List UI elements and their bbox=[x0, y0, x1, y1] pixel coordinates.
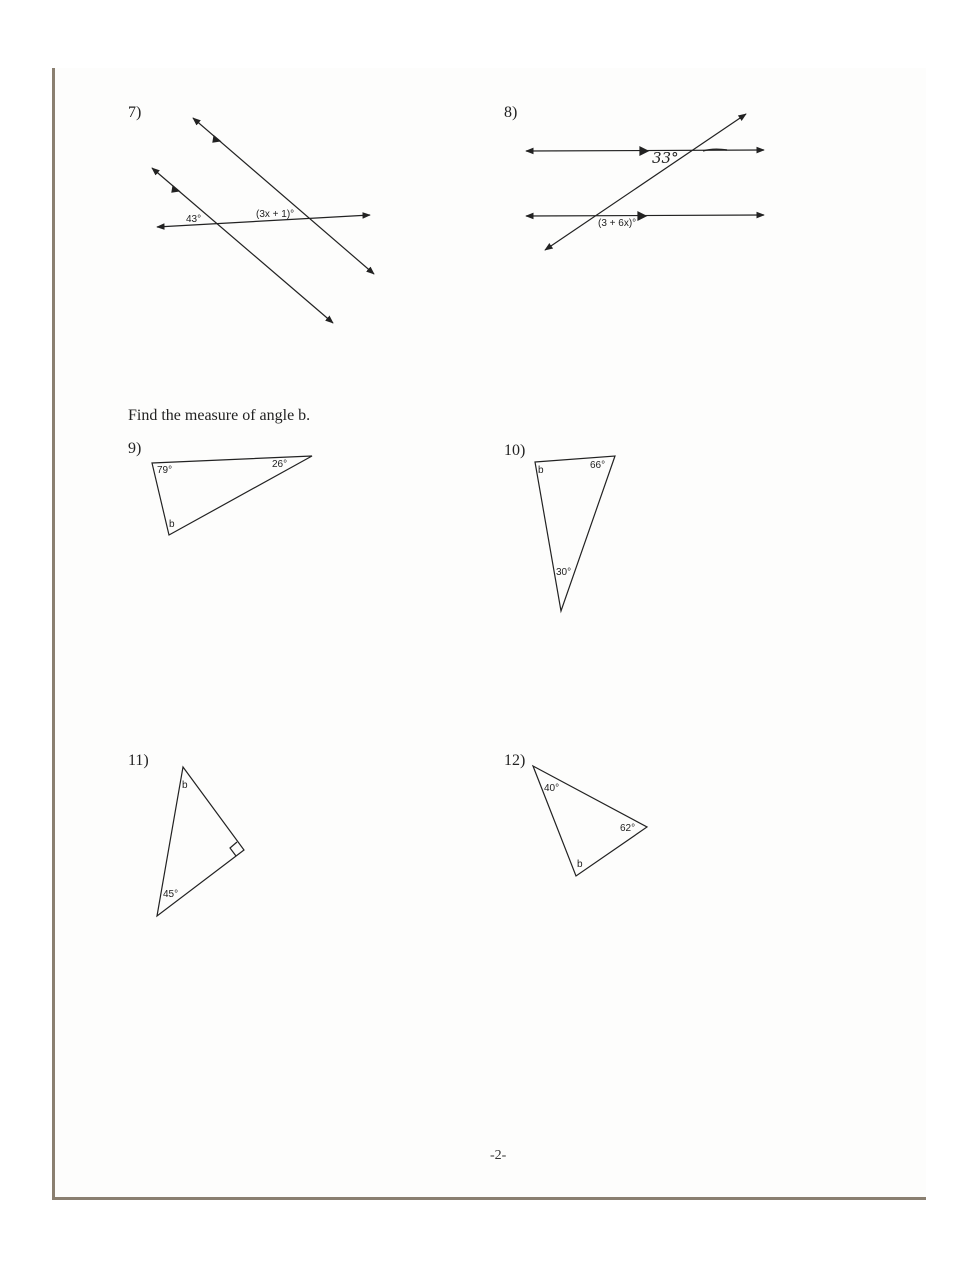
angle-label-45: 45° bbox=[163, 889, 179, 900]
angle-label-3x-plus-1: (3x + 1)° bbox=[256, 209, 295, 220]
handwritten-angle-33: 33° bbox=[652, 149, 679, 167]
page-number: -2- bbox=[490, 1148, 507, 1163]
angle-label-30: 30° bbox=[556, 567, 572, 578]
problem-9-triangle bbox=[152, 456, 312, 535]
problem-10-triangle bbox=[535, 456, 615, 611]
angle-label-b: b bbox=[577, 859, 583, 870]
angle-label-79: 79° bbox=[157, 465, 173, 476]
angle-label-3-plus-6x: (3 + 6x)° bbox=[598, 218, 637, 229]
angle-label-b: b bbox=[538, 465, 544, 476]
instruction-text: Find the measure of angle b. bbox=[128, 407, 311, 424]
parallel-tick-mark bbox=[213, 136, 220, 142]
angle-label-43: 43° bbox=[186, 214, 202, 225]
parallel-tick-mark bbox=[640, 147, 648, 155]
angle-label-b: b bbox=[182, 780, 188, 791]
problem-8-figure bbox=[526, 114, 764, 250]
angle-label-26: 26° bbox=[272, 459, 288, 470]
right-angle-mark bbox=[230, 842, 237, 856]
parallel-tick-mark bbox=[172, 186, 179, 192]
angle-label-40: 40° bbox=[544, 783, 560, 794]
problem-12-number: 12) bbox=[504, 752, 526, 769]
parallel-tick-mark bbox=[638, 212, 646, 220]
problem-7-number: 7) bbox=[128, 104, 142, 121]
problem-8-number: 8) bbox=[504, 104, 518, 121]
problem-9-number: 9) bbox=[128, 440, 142, 457]
transversal-line bbox=[545, 114, 746, 250]
angle-label-62: 62° bbox=[620, 823, 636, 834]
problem-10-number: 10) bbox=[504, 442, 526, 459]
problem-11-number: 11) bbox=[128, 752, 149, 769]
angle-label-b: b bbox=[169, 519, 175, 530]
angle-label-66: 66° bbox=[590, 460, 606, 471]
